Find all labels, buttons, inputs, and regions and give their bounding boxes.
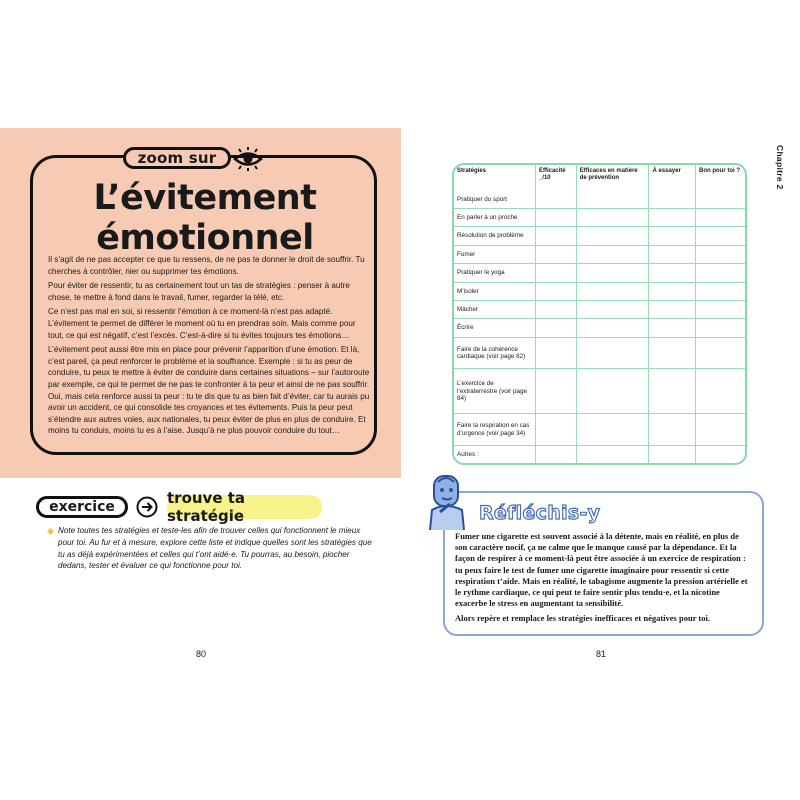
empty-cell[interactable] <box>696 191 746 209</box>
empty-cell[interactable] <box>649 227 696 245</box>
table-row <box>454 301 745 319</box>
empty-cell[interactable] <box>696 445 746 463</box>
empty-cell[interactable] <box>576 209 649 227</box>
table-row <box>454 445 745 463</box>
empty-cell[interactable] <box>535 282 576 300</box>
empty-cell[interactable] <box>696 301 746 319</box>
empty-cell[interactable] <box>696 209 746 227</box>
paragraph: Fumer une cigarette est souvent associé à la détente, mais en réalité, en plus de son caractère nocif, ça ne calme que le manque causé par la dépendance. Et la façon de respirer à ce moment-là peut être associée à un exercice de respiration : tu peux faire le test de fumer une cigarette imaginaire pour ressentir si cette respiration t’aide. Mais en réalité, le tabagisme augmente la pression artérielle et le rythme cardiaque, ce qui peut te faire sentir plus tendu·e, et la nicotine exacerbe le stress en augmentant ta sensibilité. <box>455 531 748 609</box>
bullet-icon <box>47 528 54 535</box>
eye-icon <box>232 146 264 172</box>
empty-cell[interactable] <box>535 369 576 414</box>
paragraph: Pour éviter de ressentir, tu as certainement tout un tas de stratégies : penser à autre chose, te mettre à fond dans le travail, fumer, regarder la télé, etc. <box>48 281 350 302</box>
empty-cell[interactable] <box>576 369 649 414</box>
empty-cell[interactable] <box>649 282 696 300</box>
table-row <box>454 414 745 446</box>
empty-cell[interactable] <box>576 282 649 300</box>
zoom-sur-label: zoom sur <box>123 147 231 169</box>
paragraph: Il s’agit de ne pas accepter ce que tu ressens, de ne pas te donner le droit de souffrir. Tu cherches à contrôler, nier ou supprimer tes émotions. <box>48 255 365 276</box>
page-number-left: 80 <box>196 649 207 659</box>
empty-cell[interactable] <box>576 445 649 463</box>
paragraph: Ce n’est pas mal en soi, si ressentir l’émotion à ce moment-là n’est pas adapté. L’évitement te permet de différer le moment où tu en prendras soin. Mais comme pour tout, ce qui est négatif, c’est l’excès. C’est-à-dire si tu évites toujours tes émotions… <box>48 307 356 340</box>
empty-cell[interactable] <box>649 337 696 369</box>
arrow-right-icon <box>136 496 158 518</box>
chapter-label: Chapitre 2 <box>775 145 785 190</box>
table-header-row <box>454 165 745 191</box>
empty-cell[interactable] <box>649 301 696 319</box>
strategy-cell: Mâcher <box>454 301 535 319</box>
title-line-2: émotionnel <box>96 218 314 258</box>
empty-cell[interactable] <box>535 445 576 463</box>
empty-cell[interactable] <box>535 301 576 319</box>
empty-cell[interactable] <box>535 319 576 337</box>
empty-cell[interactable] <box>535 209 576 227</box>
reflect-title: Réfléchis-y <box>479 502 601 524</box>
empty-cell[interactable] <box>535 191 576 209</box>
header-bon-pour-toi: Bon pour toi ? <box>696 165 746 191</box>
exercise-title: trouve ta stratégie <box>167 495 322 519</box>
empty-cell[interactable] <box>649 191 696 209</box>
empty-cell[interactable] <box>576 414 649 446</box>
empty-cell[interactable] <box>535 414 576 446</box>
reflect-body-text <box>455 531 753 629</box>
strategy-cell: En parler à un proche <box>454 209 535 227</box>
empty-cell[interactable] <box>649 264 696 282</box>
empty-cell[interactable] <box>535 337 576 369</box>
empty-cell[interactable] <box>649 445 696 463</box>
table-row <box>454 282 745 300</box>
empty-cell[interactable] <box>576 264 649 282</box>
paragraph: L’évitement peut aussi être mis en place pour prévenir l’apparition d’une émotion. Et là, c’est pareil, ça peut renforcer le problème et la souffrance. Exemple : si tu as peur de conduire, tu peux te mettre à éviter de conduire dans certaines situations – sur l’autoroute par exemple, ce qui te permet de ne pas te confronter à ta peur et ainsi de ne pas souffrir. Oui, mais cela renforce aussi ta peur : tu te dis que tu as bien fait d’éviter, car tu aurais pu avoir un accident, ce qui consolide tes croyances et tes évitements. Puis la peur peut s’étendre aux autres voies, aux nationales, tu peux éviter de plus en plus de conduire. Et moins tu conduis, moins tu es à l’aise. Jusqu’à ne plus pouvoir conduire du tout… <box>48 345 370 436</box>
page-number-right: 81 <box>596 649 607 659</box>
paragraph: Alors repère et remplace les stratégies inefficaces et négatives pour toi. <box>455 613 710 624</box>
empty-cell[interactable] <box>649 369 696 414</box>
empty-cell[interactable] <box>576 245 649 263</box>
empty-cell[interactable] <box>696 282 746 300</box>
strategy-cell: Pratiquer du sport <box>454 191 535 209</box>
empty-cell[interactable] <box>696 245 746 263</box>
strategy-cell: L’exercice de l’extraterrestre (voir page 84) <box>454 369 535 414</box>
empty-cell[interactable] <box>649 319 696 337</box>
header-prevention: Efficaces en matière de prévention <box>576 165 649 191</box>
table-row <box>454 369 745 414</box>
table-row <box>454 319 745 337</box>
header-a-essayer: À essayer <box>649 165 696 191</box>
table-row <box>454 337 745 369</box>
title-line-1: L’évitement <box>93 178 317 218</box>
empty-cell[interactable] <box>696 319 746 337</box>
header-efficacite: Efficacité _/10 <box>535 165 576 191</box>
empty-cell[interactable] <box>576 191 649 209</box>
empty-cell[interactable] <box>576 319 649 337</box>
strategy-cell: Résolution de problème <box>454 227 535 245</box>
page-title <box>60 178 350 258</box>
empty-cell[interactable] <box>576 337 649 369</box>
empty-cell[interactable] <box>649 414 696 446</box>
empty-cell[interactable] <box>576 227 649 245</box>
empty-cell[interactable] <box>696 337 746 369</box>
strategy-cell: Faire de la cohérence cardiaque (voir page 82) <box>454 337 535 369</box>
zoom-body-text <box>48 254 371 440</box>
empty-cell[interactable] <box>696 414 746 446</box>
exercice-label: exercice <box>36 496 128 518</box>
header-strategies: Stratégies <box>454 165 535 191</box>
table-row <box>454 227 745 245</box>
empty-cell[interactable] <box>649 245 696 263</box>
table-row <box>454 264 745 282</box>
strategy-cell: Autres : <box>454 445 535 463</box>
strategy-cell: Fumer <box>454 245 535 263</box>
empty-cell[interactable] <box>535 264 576 282</box>
exercise-instructions: Note toutes tes stratégies et teste-les afin de trouver celles qui fonctionnent le mieux pour toi. Au fur et à mesure, explore cette liste et indique quelles sont les stratégies que tu as déjà expérimentées et celles qui t’ont aidé·e. Tu pourras, au besoin, piocher dedans, tester et évaluer ce qui fonctionne pour toi. <box>58 526 372 571</box>
strategy-cell: Pratiquer le yoga <box>454 264 535 282</box>
strategy-cell: Écrire <box>454 319 535 337</box>
empty-cell[interactable] <box>535 245 576 263</box>
empty-cell[interactable] <box>576 301 649 319</box>
empty-cell[interactable] <box>696 369 746 414</box>
strategies-table <box>452 163 747 465</box>
strategy-cell: M’isoler <box>454 282 535 300</box>
thinking-person-icon <box>420 472 476 532</box>
empty-cell[interactable] <box>696 264 746 282</box>
table-row <box>454 245 745 263</box>
table-row <box>454 209 745 227</box>
empty-cell[interactable] <box>535 227 576 245</box>
empty-cell[interactable] <box>696 227 746 245</box>
table-row <box>454 191 745 209</box>
strategy-cell: Faire la respiration en cas d’urgence (voir page 34) <box>454 414 535 446</box>
empty-cell[interactable] <box>649 209 696 227</box>
